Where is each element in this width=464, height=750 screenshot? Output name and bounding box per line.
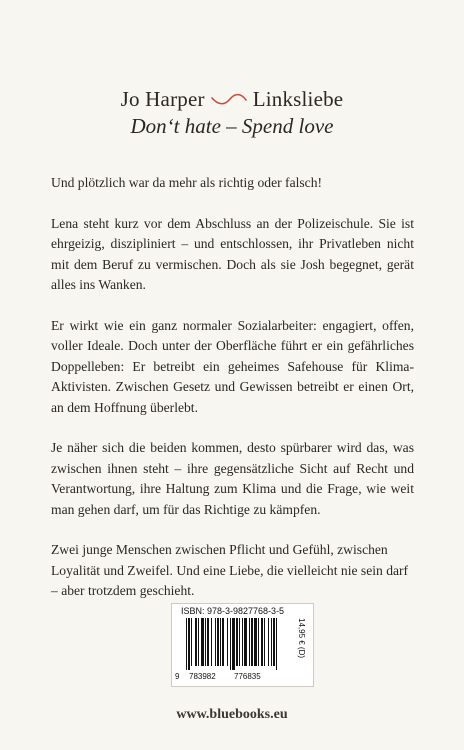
- barcode-digit-group: 776835: [234, 672, 261, 681]
- publisher-website: www.bluebooks.eu: [176, 707, 288, 722]
- barcode-bar: [236, 618, 238, 666]
- barcode-bar: [264, 618, 265, 666]
- barcode-digit-first: 9: [175, 672, 180, 681]
- barcode-bar: [251, 618, 253, 666]
- barcode-bar: [195, 618, 197, 666]
- barcode-bar: [242, 618, 243, 666]
- barcode-bar: [205, 618, 206, 666]
- barcode-bar: [201, 618, 204, 666]
- author-title-line: [0, 86, 464, 112]
- barcode-bar: [261, 618, 263, 666]
- book-title: Linksliebe: [252, 87, 344, 111]
- barcode-bar: [217, 618, 219, 666]
- author-name: Jo Harper: [120, 87, 205, 111]
- cover-header: [0, 86, 464, 139]
- swash-ornament-icon: [211, 92, 247, 106]
- blurb-paragraph: Er wirkt wie ein ganz normaler Sozialarbeiter: engagiert, offen, voller Ideale. Doch unter der Oberfläche führt er ein gefährliches Doppelleben: Er betreibt ein geheimes Safehouse für Klima-Aktivisten. Zwischen Gesetz und Gewissen betreibt er einen Ort, an dem Hoffnung überlebt.: [51, 317, 414, 415]
- price-text: 14,95 € (D): [297, 618, 306, 659]
- barcode-bar: [227, 618, 228, 666]
- tagline: Don‘t hate – Spend love: [130, 114, 334, 138]
- barcode-bars: [178, 618, 302, 670]
- barcode-bar: [222, 618, 224, 666]
- barcode-bar: [244, 618, 247, 666]
- blurb-paragraph: Lena steht kurz vor dem Abschluss an der Polizeischule. Sie ist ehrgeizig, diszipliniert – und entschlossen, ihr Privatleben nicht mit dem Beruf zu vermischen. Doch als sie Josh begegnet, gerät alles ins Wanken.: [51, 215, 414, 292]
- blurb-paragraph: Je näher sich die beiden kommen, desto spürbarer wird das, was zwischen ihnen steht – ihre gegensätzliche Sicht auf Recht und Verantwortung, ihre Haltung zum Klima und die Frage, wie weit man gehen darf, um für das Richtige zu kämpfen.: [51, 440, 414, 517]
- barcode-digit-group: 783982: [189, 672, 216, 681]
- barcode-bar: [258, 618, 259, 666]
- blurb-paragraph: Zwei junge Menschen zwischen Pflicht und Gefühl, zwischen Loyalität und Zweifel. Und eine Liebe, die vielleicht nie sein darf – aber trotzdem geschieht.: [51, 542, 409, 598]
- barcode-bar: [239, 618, 240, 666]
- barcode-bar: [276, 618, 277, 670]
- barcode-bar: [268, 618, 269, 666]
- barcode-bar: [254, 618, 257, 666]
- barcode-bar: [207, 618, 209, 666]
- barcode-bar: [186, 618, 187, 670]
- barcode-bar: [188, 618, 190, 670]
- barcode-bar: [230, 618, 231, 670]
- barcode-label: [171, 603, 314, 687]
- barcode-bar: [249, 618, 250, 666]
- blurb-paragraph: Und plötzlich war da mehr als richtig oder falsch!: [51, 175, 323, 190]
- barcode-bar: [232, 618, 235, 670]
- barcode-bar: [271, 618, 272, 666]
- barcode-bar: [211, 618, 212, 666]
- barcode-bar: [215, 618, 216, 666]
- barcode-bar: [198, 618, 199, 666]
- isbn-text: ISBN: 978-3-9827768-3-5: [181, 606, 285, 616]
- barcode-bar: [273, 618, 275, 666]
- blurb-text: [51, 173, 414, 622]
- barcode-bar: [220, 618, 221, 666]
- barcode-bar: [191, 618, 192, 666]
